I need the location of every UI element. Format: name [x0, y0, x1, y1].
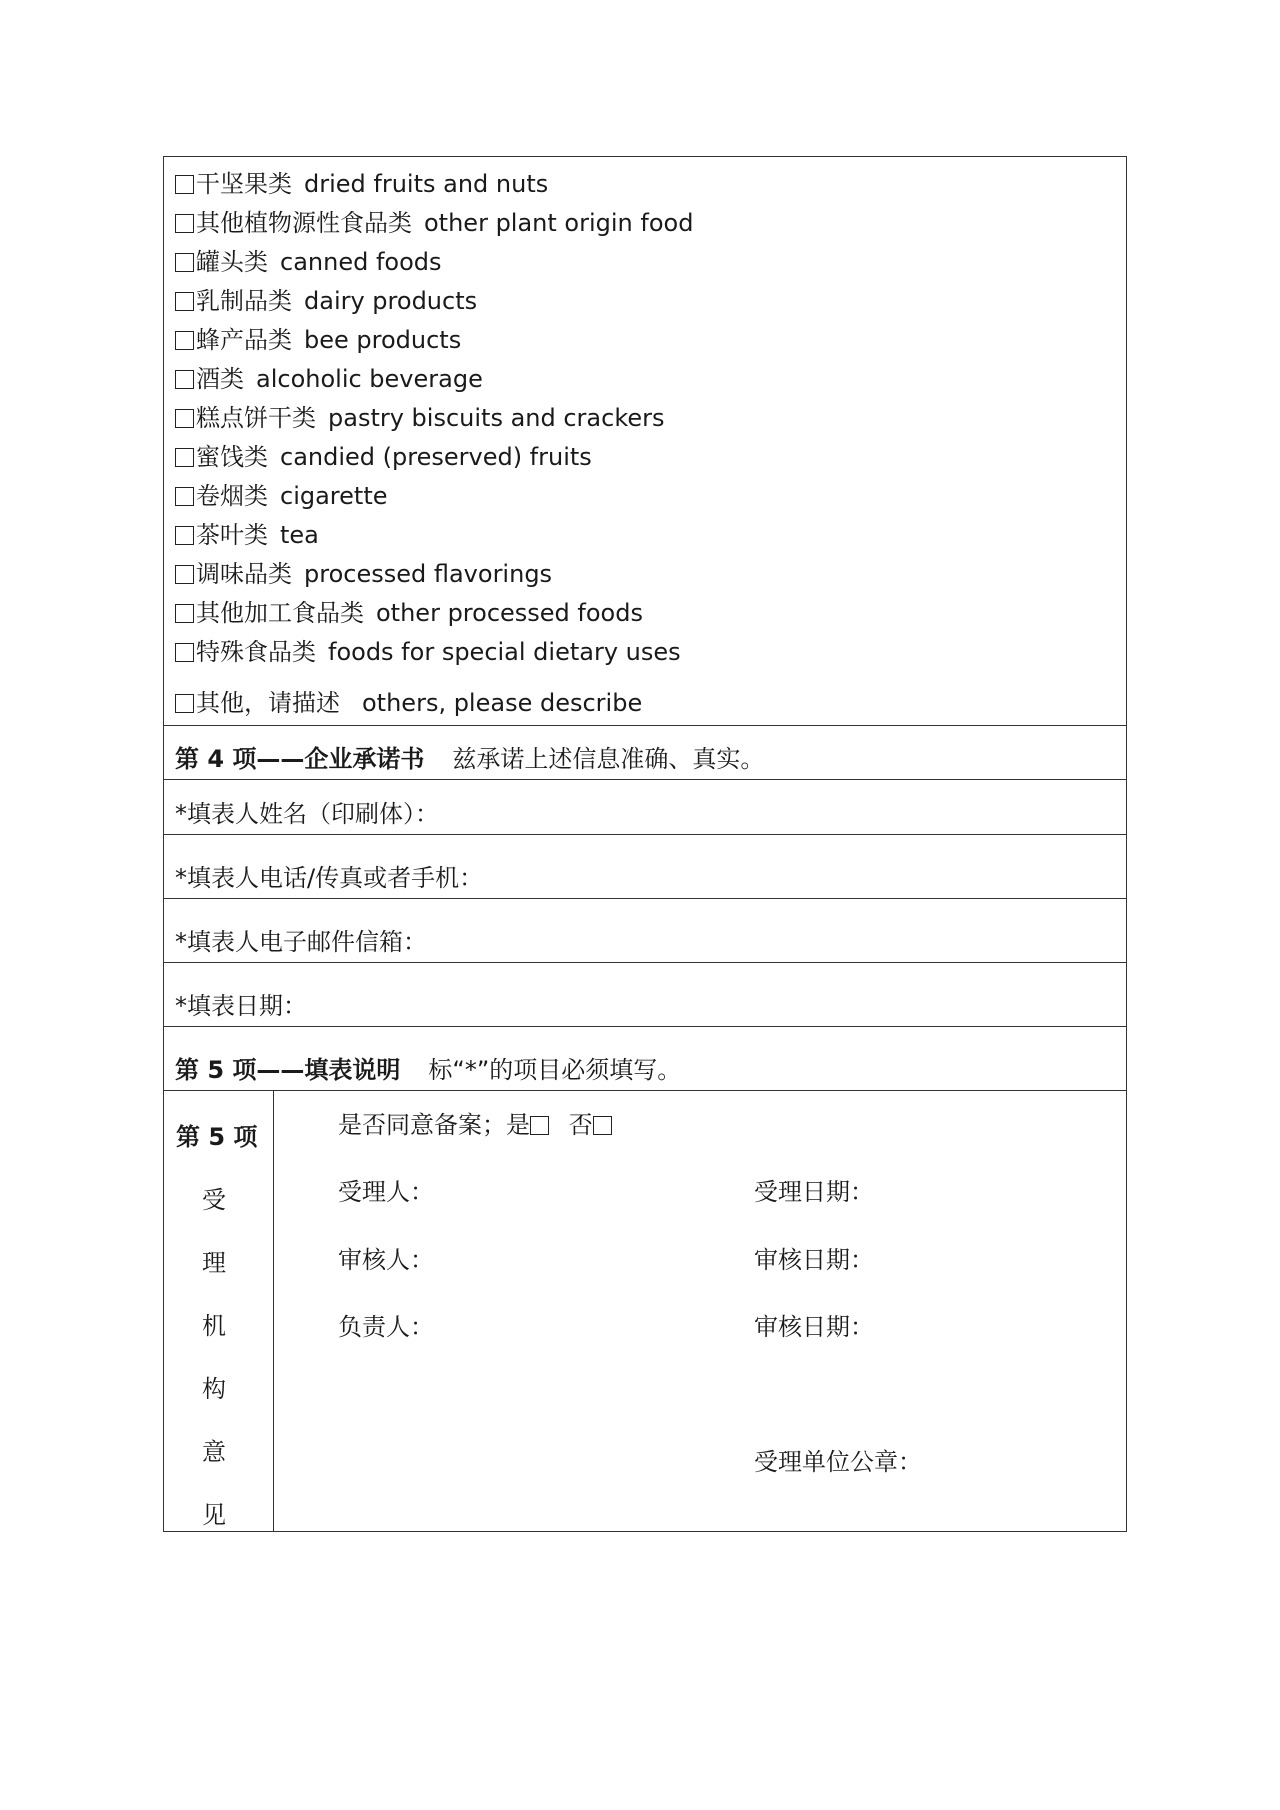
checkbox[interactable] — [175, 448, 194, 467]
vertical-char: 见 — [202, 1501, 226, 1529]
checkbox[interactable] — [175, 565, 194, 584]
section5-note-title: 第 5 项——填表说明 — [175, 1056, 401, 1084]
section4-commitment — [164, 726, 1126, 780]
category-dairy-products: 乳制品类 dairy products — [175, 282, 1126, 321]
category-dried-fruits-nuts: 干坚果类 dried fruits and nuts — [175, 165, 1126, 204]
category-special-dietary: 特殊食品类 foods for special dietary uses — [175, 633, 1126, 672]
checkbox[interactable] — [175, 175, 194, 194]
checkbox[interactable] — [175, 643, 194, 662]
checkbox[interactable] — [175, 331, 194, 350]
checkbox[interactable] — [175, 604, 194, 623]
fill-date-label: *填表日期： — [175, 992, 307, 1020]
filler-email-row[interactable] — [164, 899, 1126, 963]
filing-form — [163, 156, 1127, 1532]
category-others: 其他，请描述 others, please describe — [175, 684, 1126, 723]
category-pastry-biscuits: 糕点饼干类 pastry biscuits and crackers — [175, 399, 1126, 438]
filler-name-label: *填表人姓名（印刷体）： — [175, 800, 439, 828]
yes-checkbox[interactable] — [530, 1116, 549, 1135]
food-category-list — [164, 157, 1126, 726]
section4-title: 第 4 项——企业承诺书 — [175, 745, 425, 773]
filler-phone-row[interactable] — [164, 835, 1126, 899]
official-seal-label: 受理单位公章： — [754, 1448, 922, 1476]
category-processed-flavorings: 调味品类 processed flavorings — [175, 555, 1126, 594]
accept-date-label: 受理日期： — [754, 1178, 874, 1206]
checkbox[interactable] — [175, 694, 194, 713]
vertical-char: 理 — [202, 1249, 226, 1277]
section4-text: 兹承诺上述信息准确、真实。 — [452, 745, 765, 773]
acceptance-content — [274, 1091, 1126, 1531]
section5-title: 第 5 项 — [176, 1123, 258, 1151]
checkbox[interactable] — [175, 214, 194, 233]
category-tea: 茶叶类 tea — [175, 516, 1126, 555]
category-other-processed-foods: 其他加工食品类 other processed foods — [175, 594, 1126, 633]
filler-name-row[interactable] — [164, 780, 1126, 835]
category-candied-fruits: 蜜饯类 candied (preserved) fruits — [175, 438, 1126, 477]
section5-note-text: 标“*”的项目必须填写。 — [428, 1056, 682, 1084]
section5-instructions — [164, 1027, 1126, 1091]
agree-filing-question: 是否同意备案；是 否 — [338, 1105, 614, 1140]
vertical-char: 受 — [202, 1186, 226, 1214]
category-alcoholic-beverage: 酒类 alcoholic beverage — [175, 360, 1126, 399]
fill-date-row[interactable] — [164, 963, 1126, 1027]
vertical-char: 构 — [202, 1375, 226, 1403]
vertical-char: 意 — [202, 1438, 226, 1466]
category-bee-products: 蜂产品类 bee products — [175, 321, 1126, 360]
review-date-label-2: 审核日期： — [754, 1313, 874, 1341]
filler-phone-label: *填表人电话/传真或者手机： — [175, 864, 484, 892]
checkbox[interactable] — [175, 370, 194, 389]
reviewer-label: 审核人： — [338, 1246, 434, 1274]
checkbox[interactable] — [175, 409, 194, 428]
category-canned-foods: 罐头类 canned foods — [175, 243, 1126, 282]
category-cigarette: 卷烟类 cigarette — [175, 477, 1126, 516]
no-checkbox[interactable] — [593, 1116, 612, 1135]
checkbox[interactable] — [175, 292, 194, 311]
checkbox[interactable] — [175, 526, 194, 545]
category-other-plant-origin: 其他植物源性食品类 other plant origin food — [175, 204, 1126, 243]
responsible-label: 负责人： — [338, 1313, 434, 1341]
checkbox[interactable] — [175, 487, 194, 506]
vertical-char: 机 — [202, 1312, 226, 1340]
review-date-label: 审核日期： — [754, 1246, 874, 1274]
acceptor-label: 受理人： — [338, 1178, 434, 1206]
filler-email-label: *填表人电子邮件信箱： — [175, 928, 427, 956]
checkbox[interactable] — [175, 253, 194, 272]
acceptance-label-column — [164, 1091, 274, 1531]
acceptance-opinion-section — [164, 1091, 1126, 1531]
